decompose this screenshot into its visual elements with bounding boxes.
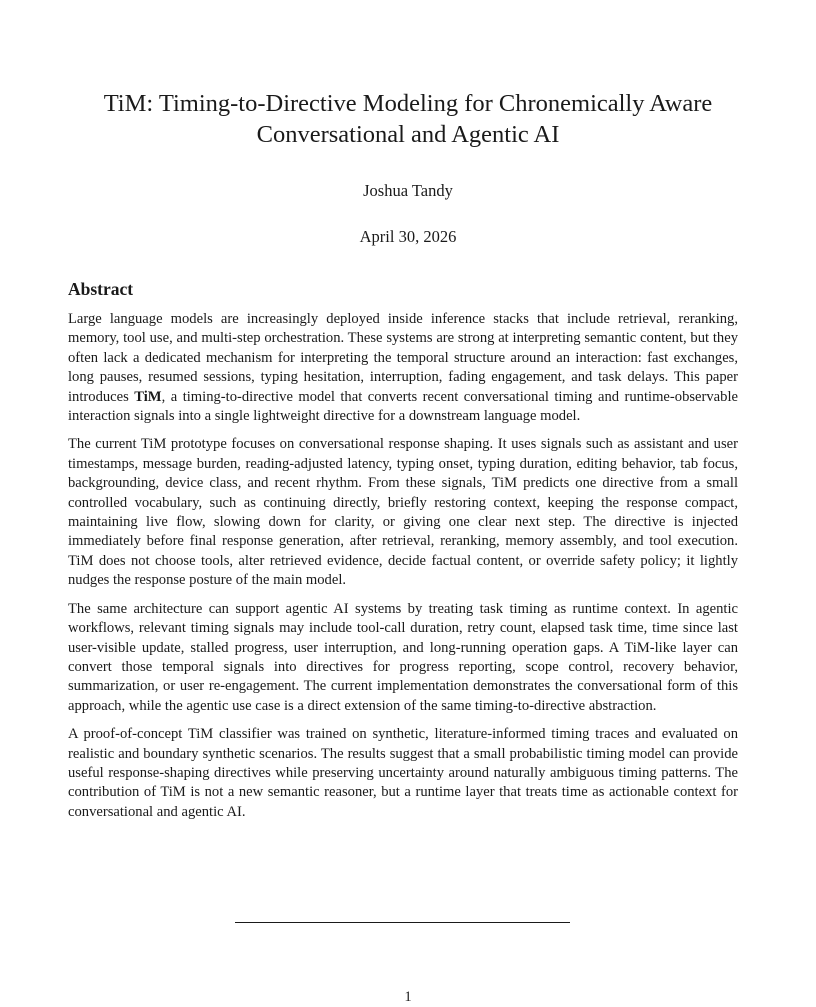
abstract-p1-text-start: Large language models are increasingly deployed inside inference stacks that include retrieval, reranking, memory, tool use, and multi-step orchestration. These systems are strong at interpreting semantic content, but they often lack a dedicated mechanism for interpreting the temporal structure around an interaction: fast exchanges, long pauses, resumed sessions, typing hesitation, interruption, fading engagement, and task delays. This paper introduces	[68, 311, 738, 405]
paper-title-line-1: TiM: Timing-to-Directive Modeling for Chronemically Aware	[103, 90, 713, 117]
abstract-heading: Abstract	[68, 279, 134, 299]
paper-title	[60, 88, 756, 150]
abstract-paragraph-1	[68, 310, 738, 426]
paper-title-line-2: Conversational and Agentic AI	[256, 121, 560, 148]
tim-bold-term: TiM	[134, 388, 162, 405]
abstract-paragraph-3: The same architecture can support agentic AI systems by treating task timing as runtime context. In agentic workflows, relevant timing signals may include tool-call duration, retry count, elapsed task time, time since last user-visible update, stalled progress, user interruption, and long-running operation gaps. A TiM-like layer can convert those temporal signals into directives for progress reporting, scope control, recovery behavior, summarization, or user re-engagement. The current implementation demonstrates the conversational form of this approach, while the agentic use case is a direct extension of the same timing-to-directive abstraction.	[68, 600, 738, 714]
footnote-rule	[235, 922, 570, 923]
abstract-p1-text-end: , a timing-to-directive model that converts recent conversational timing and runtime-observable interaction signals into a single lightweight directive for a downstream language model.	[68, 388, 738, 425]
paper-author: Joshua Tandy	[363, 181, 453, 200]
abstract-paragraph-2: The current TiM prototype focuses on conversational response shaping. It uses signals such as assistant and user timestamps, message burden, reading-adjusted latency, typing onset, typing duration, editing behavior, tab focus, backgrounding, device class, and recent rhythm. From these signals, TiM predicts one directive from a small controlled vocabulary, such as continuing directly, briefly restoring context, keeping the response compact, maintaining live flow, slowing down for clarity, or giving one clear next step. The directive is injected immediately before final response generation, after retrieval, reranking, memory assembly, and tool execution. TiM does not choose tools, alter retrieved evidence, decide factual content, or override safety policy; it lightly nudges the response posture of the main model.	[68, 436, 738, 589]
page-number: 1	[404, 989, 412, 1005]
paper-date: April 30, 2026	[359, 227, 457, 246]
abstract-paragraph-4: A proof-of-concept TiM classifier was trained on synthetic, literature-informed timing traces and evaluated on realistic and boundary synthetic scenarios. The results suggest that a small probabilistic timing model can provide useful response-shaping directives while preserving uncertainty around naturally ambiguous timing patterns. The contribution of TiM is not a new semantic reasoner, but a runtime layer that treats time as actionable context for conversational and agentic AI.	[68, 726, 738, 820]
abstract-body	[68, 310, 738, 831]
